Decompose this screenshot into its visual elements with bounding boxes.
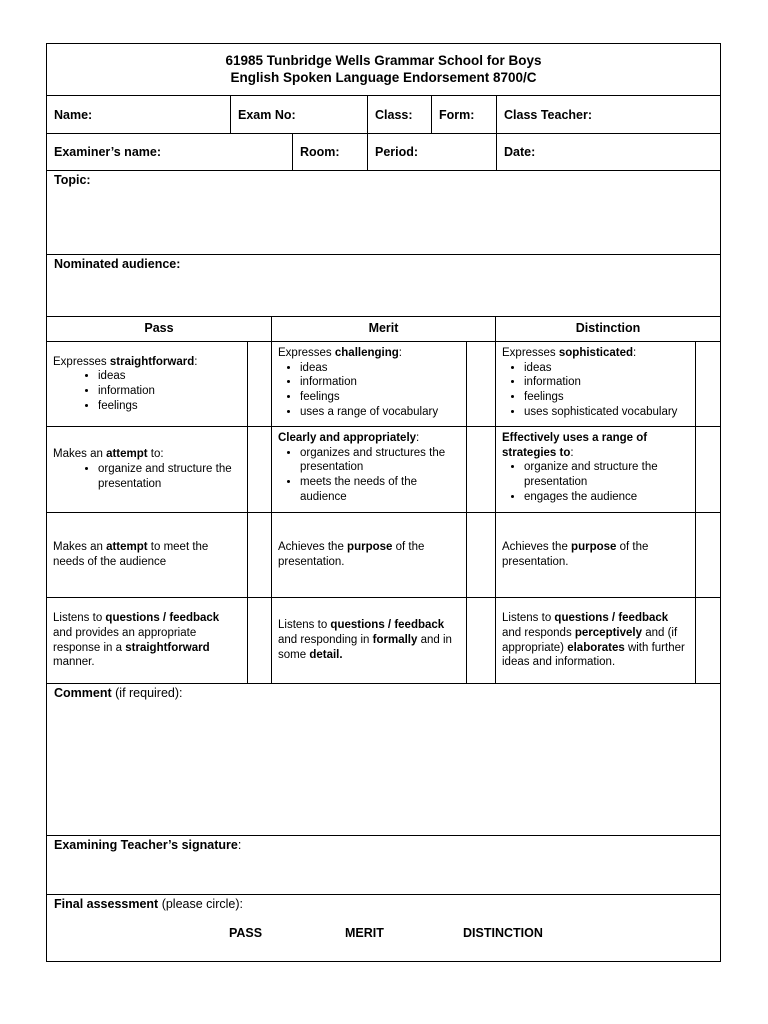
grade-option-distinction[interactable]: DISTINCTION bbox=[463, 926, 543, 940]
criterion-merit-1: Expresses challenging: • ideas • information • feelings • uses a range of vocabulary bbox=[272, 342, 467, 427]
distinction-1-checkbox[interactable] bbox=[696, 342, 720, 427]
distinction-4-checkbox[interactable] bbox=[696, 598, 720, 684]
distinction-3-checkbox[interactable] bbox=[696, 513, 720, 598]
distinction-2-checkbox[interactable] bbox=[696, 427, 720, 513]
merit-4-checkbox[interactable] bbox=[467, 598, 496, 684]
grade-options bbox=[47, 926, 720, 946]
pass-2-checkbox[interactable] bbox=[248, 427, 272, 513]
exam-no-field[interactable]: Exam No: bbox=[231, 96, 368, 134]
signature-field[interactable]: Examining Teacher’s signature: bbox=[47, 836, 720, 895]
final-assessment-section: Final assessment (please circle): bbox=[54, 897, 243, 911]
merit-3-checkbox[interactable] bbox=[467, 513, 496, 598]
criterion-merit-4: Listens to questions / feedback and responding in formally and in some detail. bbox=[272, 598, 467, 684]
form-title bbox=[47, 44, 720, 96]
class-teacher-field[interactable]: Class Teacher: bbox=[497, 96, 720, 134]
criterion-distinction-3: Achieves the purpose of the presentation. bbox=[496, 513, 696, 598]
pass-3-checkbox[interactable] bbox=[248, 513, 272, 598]
pass-4-checkbox[interactable] bbox=[248, 598, 272, 684]
grade-option-merit[interactable]: MERIT bbox=[345, 926, 384, 940]
criterion-pass-3: Makes an attempt to meet the needs of the audience bbox=[47, 513, 248, 598]
comment-field[interactable]: Comment (if required): bbox=[47, 684, 720, 836]
criterion-distinction-2: Effectively uses a range of strategies to: • organize and structure the presentation • engages the audience bbox=[496, 427, 696, 513]
criterion-distinction-1: Expresses sophisticated: • ideas • information • feelings • uses sophisticated vocabulary bbox=[496, 342, 696, 427]
criterion-pass-2: Makes an attempt to: • organize and structure the presentation bbox=[47, 427, 248, 513]
criterion-pass-1: Expresses straightforward: • ideas • information • feelings bbox=[47, 342, 248, 427]
criterion-merit-2: Clearly and appropriately: • organizes and structures the presentation • meets the needs of the audience bbox=[272, 427, 467, 513]
merit-1-checkbox[interactable] bbox=[467, 342, 496, 427]
assessment-form bbox=[46, 43, 721, 962]
column-header-pass: Pass bbox=[47, 317, 272, 342]
name-field[interactable]: Name: bbox=[47, 96, 231, 134]
period-field[interactable]: Period: bbox=[368, 134, 497, 171]
form-field[interactable]: Form: bbox=[432, 96, 497, 134]
column-header-distinction: Distinction bbox=[496, 317, 720, 342]
merit-2-checkbox[interactable] bbox=[467, 427, 496, 513]
pass-1-checkbox[interactable] bbox=[248, 342, 272, 427]
grade-option-pass[interactable]: PASS bbox=[229, 926, 263, 940]
column-header-merit: Merit bbox=[272, 317, 496, 342]
class-field[interactable]: Class: bbox=[368, 96, 432, 134]
criterion-pass-4: Listens to questions / feedback and provides an appropriate response in a straightforward manner. bbox=[47, 598, 248, 684]
qualification-name: English Spoken Language Endorsement 8700/C bbox=[230, 70, 537, 85]
examiner-name-field[interactable]: Examiner’s name: bbox=[47, 134, 293, 171]
topic-field[interactable]: Topic: bbox=[47, 171, 720, 255]
school-name: 61985 Tunbridge Wells Grammar School for Boys bbox=[225, 53, 542, 68]
criterion-merit-3: Achieves the purpose of the presentation. bbox=[272, 513, 467, 598]
criterion-distinction-4: Listens to questions / feedback and responds perceptively and (if appropriate) elaborates with further ideas and information. bbox=[496, 598, 696, 684]
room-field[interactable]: Room: bbox=[293, 134, 368, 171]
nominated-audience-field[interactable]: Nominated audience: bbox=[47, 255, 720, 317]
date-field[interactable]: Date: bbox=[497, 134, 720, 171]
